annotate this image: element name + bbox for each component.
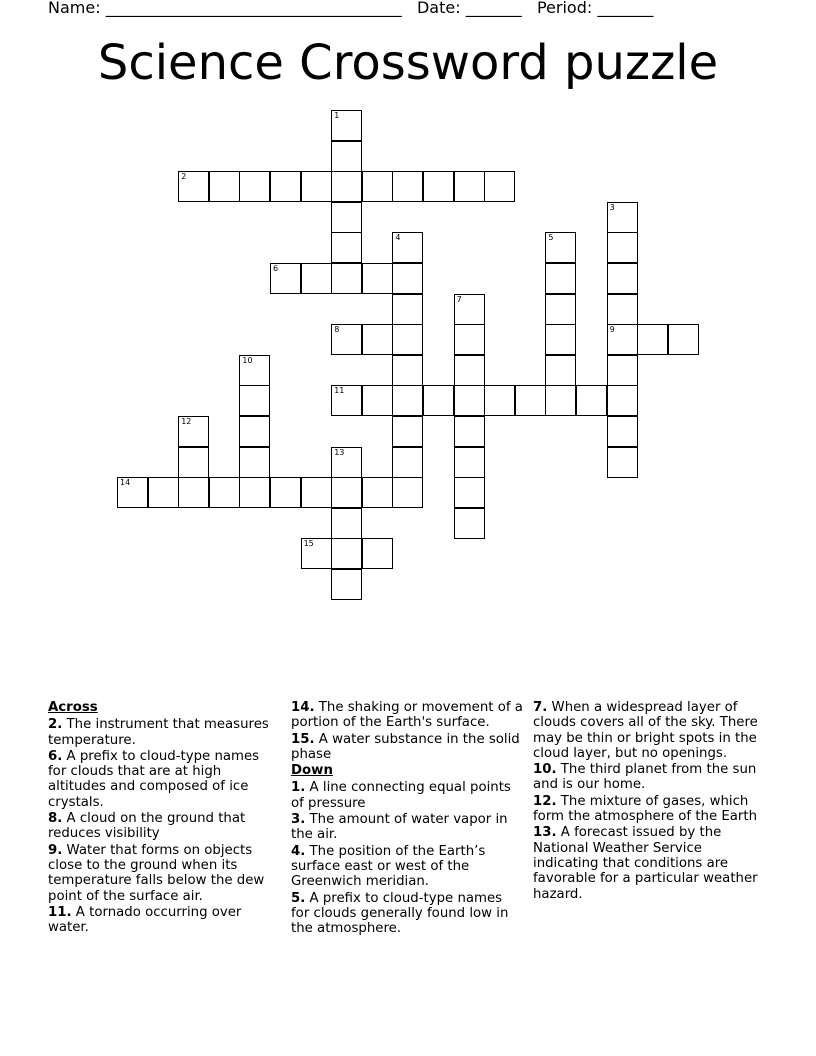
grid-cell[interactable] [454, 416, 485, 447]
grid-cell[interactable] [178, 416, 209, 447]
grid-cell[interactable] [545, 324, 576, 355]
grid-cell[interactable] [607, 416, 638, 447]
grid-cell[interactable] [454, 385, 485, 416]
clue-across-6: 6. A prefix to cloud-type names for clouds that are at high altitudes and composed of ice crystals. [48, 748, 260, 810]
grid-cell[interactable] [178, 171, 209, 202]
grid-cell[interactable] [668, 324, 699, 355]
grid-cell[interactable] [454, 447, 485, 478]
grid-cell[interactable] [301, 538, 332, 569]
grid-cell[interactable] [301, 263, 332, 294]
grid-cell[interactable] [362, 171, 393, 202]
grid-cell[interactable] [545, 294, 576, 325]
grid-cell[interactable] [331, 324, 362, 355]
cell-number: 14 [120, 478, 131, 488]
grid-cell[interactable] [362, 263, 393, 294]
grid-cell[interactable] [392, 416, 423, 447]
cell-number: 3 [609, 202, 615, 212]
name-field[interactable]: _____________________________________ [105, 0, 402, 17]
cell-number: 11 [334, 386, 345, 396]
clue-down-7: 7. When a widespread layer of clouds covers all of the sky. There may be thin or bright spots in the cloud layer, but no openings. [533, 700, 758, 761]
grid-cell[interactable] [331, 447, 362, 478]
grid-cell[interactable] [637, 324, 668, 355]
clue-down-1: 1. A line connecting equal points of pressure [291, 780, 511, 811]
grid-cell[interactable] [331, 202, 362, 233]
grid-cell[interactable] [392, 355, 423, 386]
grid-cell[interactable] [454, 324, 485, 355]
grid-cell[interactable] [392, 232, 423, 263]
grid-cell[interactable] [270, 171, 301, 202]
grid-cell[interactable] [607, 202, 638, 233]
clue-across-8: 8. A cloud on the ground that reduces visibility [48, 811, 246, 842]
grid-cell[interactable] [607, 232, 638, 263]
clue-across-15: 15. A water substance in the solid phase [291, 731, 520, 762]
grid-cell[interactable] [178, 447, 209, 478]
grid-cell[interactable] [331, 141, 362, 172]
period-label: Period: [536, 0, 593, 17]
clue-down-5: 5. A prefix to cloud-type names for clouds generally found low in the atmosphere. [291, 890, 509, 937]
grid-cell[interactable] [331, 477, 362, 508]
grid-cell[interactable] [392, 324, 423, 355]
grid-cell[interactable] [331, 232, 362, 263]
grid-cell[interactable] [392, 385, 423, 416]
grid-cell[interactable] [392, 263, 423, 294]
grid-cell[interactable] [331, 538, 362, 569]
cell-number: 6 [273, 264, 279, 273]
grid-cell[interactable] [331, 263, 362, 294]
grid-cell[interactable] [545, 355, 576, 386]
grid-cell[interactable] [117, 477, 148, 508]
clue-column-2 [291, 700, 523, 937]
grid-cell[interactable] [576, 385, 607, 416]
page-title: Science Crossword puzzle [97, 35, 719, 91]
grid-cell[interactable] [484, 171, 515, 202]
cell-number: 4 [395, 233, 401, 243]
grid-cell[interactable] [454, 477, 485, 508]
grid-cell[interactable] [148, 477, 179, 508]
clue-column-1 [48, 700, 280, 936]
grid-cell[interactable] [301, 477, 332, 508]
grid-cell[interactable] [362, 538, 393, 569]
clue-down-13: 13. A forecast issued by the National Weather Service indicating that conditions are favorable for a particular weather hazard. [533, 825, 758, 902]
grid-cell[interactable] [423, 385, 454, 416]
grid-cell[interactable] [454, 508, 485, 539]
grid-cell[interactable] [331, 569, 362, 600]
cell-number: 10 [242, 355, 253, 365]
cell-number: 5 [548, 233, 554, 243]
name-label: Name: [48, 0, 101, 17]
cell-number: 13 [334, 447, 345, 457]
header-fields [48, 0, 653, 19]
cell-number: 15 [303, 539, 314, 549]
grid-cell[interactable] [607, 385, 638, 416]
grid-cell[interactable] [423, 171, 454, 202]
period-field[interactable]: _______ [597, 0, 654, 17]
grid-cell[interactable] [239, 477, 270, 508]
grid-cell[interactable] [607, 324, 638, 355]
grid-cell[interactable] [362, 385, 393, 416]
grid-cell[interactable] [454, 355, 485, 386]
clue-column-3 [533, 700, 765, 903]
cell-number: 9 [609, 325, 615, 335]
grid-cell[interactable] [331, 171, 362, 202]
grid-cell[interactable] [239, 171, 270, 202]
grid-cell[interactable] [239, 385, 270, 416]
clue-down-4: 4. The position of the Earth’s surface east or west of the Greenwich meridian. [291, 843, 486, 890]
grid-cell[interactable] [362, 477, 393, 508]
clue-down-12: 12. The mixture of gases, which form the atmosphere of the Earth [533, 793, 758, 825]
grid-cell[interactable] [607, 263, 638, 294]
down-heading: Down [291, 763, 333, 779]
cell-number: 2 [181, 172, 187, 182]
grid-cell[interactable] [545, 263, 576, 294]
grid-cell[interactable] [392, 477, 423, 508]
grid-cell[interactable] [484, 385, 515, 416]
grid-cell[interactable] [331, 110, 362, 141]
date-field[interactable]: _______ [465, 0, 522, 17]
grid-cell[interactable] [209, 477, 240, 508]
grid-cell[interactable] [515, 385, 546, 416]
grid-cell[interactable] [392, 171, 423, 202]
grid-cell[interactable] [545, 385, 576, 416]
clue-across-11: 11. A tornado occurring over water. [48, 904, 242, 936]
across-heading: Across [48, 700, 98, 715]
grid-cell[interactable] [607, 355, 638, 386]
clue-down-10: 10. The third planet from the sun and is our home. [533, 762, 757, 793]
grid-cell[interactable] [239, 447, 270, 478]
clue-down-3: 3. The amount of water vapor in the air. [291, 812, 508, 843]
grid-cell[interactable] [239, 416, 270, 447]
cell-number: 7 [456, 294, 462, 304]
grid-cell[interactable] [545, 232, 576, 263]
grid-cell[interactable] [607, 447, 638, 478]
grid-cell[interactable] [178, 477, 209, 508]
grid-cell[interactable] [454, 171, 485, 202]
grid-cell[interactable] [454, 294, 485, 325]
grid-cell[interactable] [607, 294, 638, 325]
date-label: Date: [416, 0, 461, 17]
grid-cell[interactable] [392, 447, 423, 478]
grid-cell[interactable] [209, 171, 240, 202]
grid-cell[interactable] [270, 263, 301, 294]
grid-cell[interactable] [331, 508, 362, 539]
clue-across-2: 2. The instrument that measures temperature. [48, 717, 269, 748]
grid-cell[interactable] [301, 171, 332, 202]
grid-cell[interactable] [239, 355, 270, 386]
cell-number: 8 [334, 325, 340, 335]
clue-across-14: 14. The shaking or movement of a portion of the Earth's surface. [291, 700, 523, 731]
cell-number: 12 [181, 417, 192, 426]
grid-cell[interactable] [331, 385, 362, 416]
grid-cell[interactable] [362, 324, 393, 355]
grid-cell[interactable] [270, 477, 301, 508]
cell-number: 1 [334, 111, 340, 120]
grid-cell[interactable] [392, 294, 423, 325]
clue-across-9: 9. Water that forms on objects close to the ground when its temperature falls below the dew point of the surface air. [48, 842, 265, 904]
